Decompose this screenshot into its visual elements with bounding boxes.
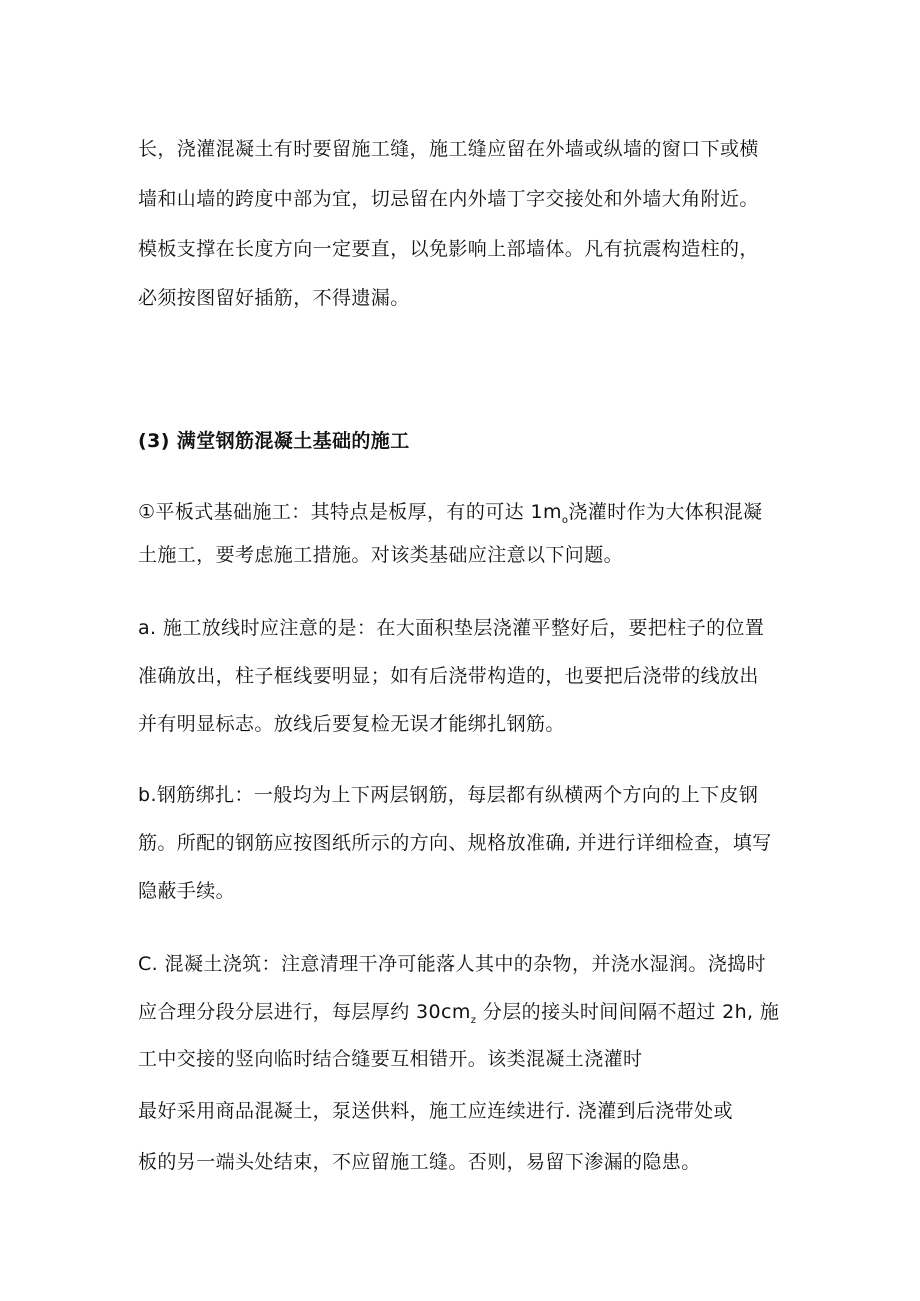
- p4-line-2: 筋。所配的钢筋应按图纸所示的方向、规格放准确, 并进行详细检查，填写: [138, 832, 772, 854]
- p4-line-1: b.钢筋绑扎：一般均为上下两层钢筋，每层都有纵横两个方向的上下皮钢: [138, 784, 759, 806]
- p5-line-2-a: 应合理分段分层进行，每层厚约 30cm: [138, 1001, 471, 1023]
- p3-line-3: 并有明显标志。放线后要复检无误才能绑扎钢筋。: [138, 713, 565, 735]
- p3-line-2: 准确放出，柱子框线要明显；如有后浇带构造的，也要把后浇带的线放出: [138, 665, 759, 687]
- p5-line-4: 最好采用商品混凝土，泵送供料，施工应连续进行. 浇灌到后浇带处或: [138, 1100, 733, 1122]
- p2-line-1-sub: o: [561, 514, 569, 526]
- p1-line-4: 必须按图留好插筋，不得遗漏。: [138, 287, 410, 309]
- section-heading: (3) 满堂钢筋混凝土基础的施工: [138, 430, 410, 452]
- p5-line-2: [138, 999, 779, 1034]
- p1-line-2: 墙和山墙的跨度中部为宜，切忌留在内外墙丁字交接处和外墙大角附近。: [138, 188, 759, 210]
- p5-line-2-sub: z: [470, 1014, 477, 1026]
- p5-line-5: 板的另一端头处结束，不应留施工缝。否则，易留下渗漏的隐患。: [138, 1151, 701, 1173]
- p1-line-3: 模板支撑在长度方向一定要直，以免影响上部墙体。凡有抗震构造柱的，: [138, 238, 759, 260]
- p1-line-1: 长，浇灌混凝土有时要留施工缝，施工缝应留在外墙或纵墙的窗口下或横: [138, 138, 759, 160]
- p5-line-3: 工中交接的竖向临时结合缝要互相错开。该类混凝土浇灌时: [138, 1048, 643, 1070]
- p5-line-1: C. 混凝土浇筑：注意清理干净可能落人其中的杂物，并浇水湿润。浇捣时: [138, 953, 766, 975]
- p2-line-1-a: ①平板式基础施工：其特点是板厚，有的可达 1m: [138, 501, 562, 523]
- p2-line-1: [138, 499, 762, 534]
- p5-line-2-b: 分层的接头时间间隔不超过 2h, 施: [476, 1001, 780, 1023]
- p2-line-1-b: 浇灌时作为大体积混凝: [568, 501, 763, 523]
- p2-line-2: 土施工，要考虑施工措施。对该类基础应注意以下问题。: [138, 544, 624, 566]
- p4-line-3: 隐蔽手续。: [138, 880, 236, 902]
- p3-line-1: a. 施工放线时应注意的是：在大面积垫层浇灌平整好后，要把柱子的位置: [138, 617, 765, 639]
